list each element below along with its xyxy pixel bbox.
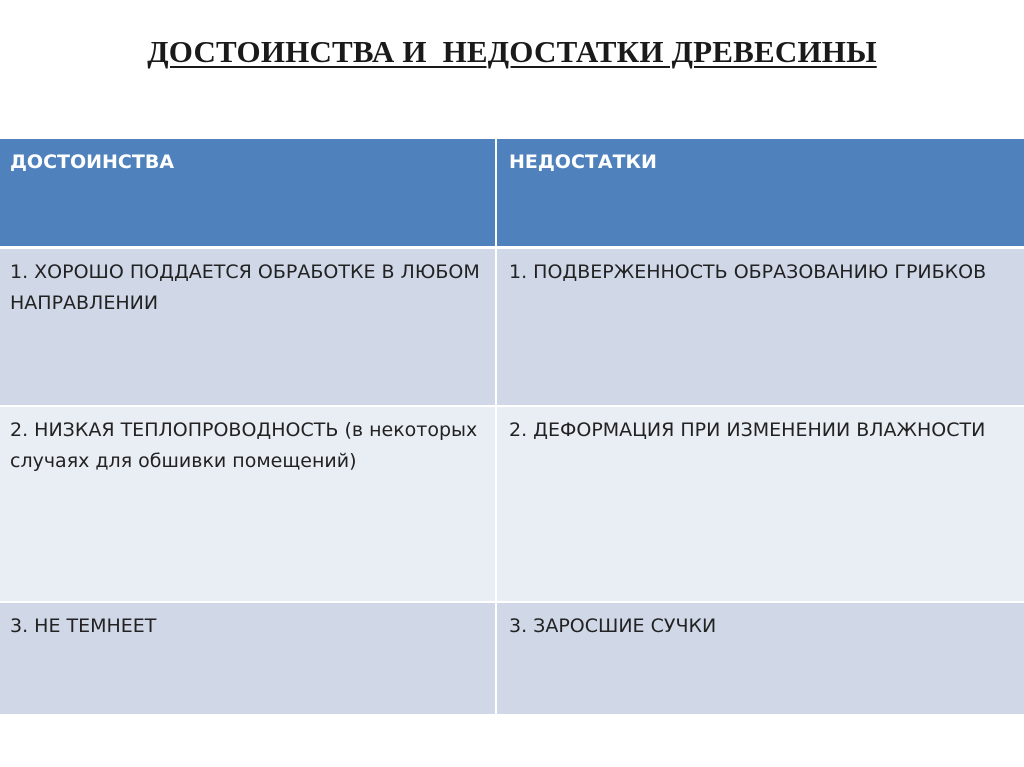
header-advantages: ДОСТОИНСТВА: [0, 139, 495, 249]
comparison-table: [0, 139, 1024, 714]
disadvantage-cell-3: 3. ЗАРОСШИЕ СУЧКИ: [495, 603, 1024, 714]
disadvantage-cell-1: 1. ПОДВЕРЖЕННОСТЬ ОБРАЗОВАНИЮ ГРИБКОВ: [495, 249, 1024, 407]
advantage-cell-3: 3. НЕ ТЕМНЕЕТ: [0, 603, 495, 714]
advantage-cell-2: 2. НИЗКАЯ ТЕПЛОПРОВОДНОСТЬ (в некоторых случаях для обшивки помещений): [0, 407, 495, 603]
disadvantage-cell-2: 2. ДЕФОРМАЦИЯ ПРИ ИЗМЕНЕНИИ ВЛАЖНОСТИ: [495, 407, 1024, 603]
advantage-cell-1: 1. ХОРОШО ПОДДАЕТСЯ ОБРАБОТКЕ В ЛЮБОМ НАПРАВЛЕНИИ: [0, 249, 495, 407]
header-disadvantages: НЕДОСТАТКИ: [495, 139, 1024, 249]
slide-title: ДОСТОИНСТВА И НЕДОСТАТКИ ДРЕВЕСИНЫ: [147, 34, 877, 69]
